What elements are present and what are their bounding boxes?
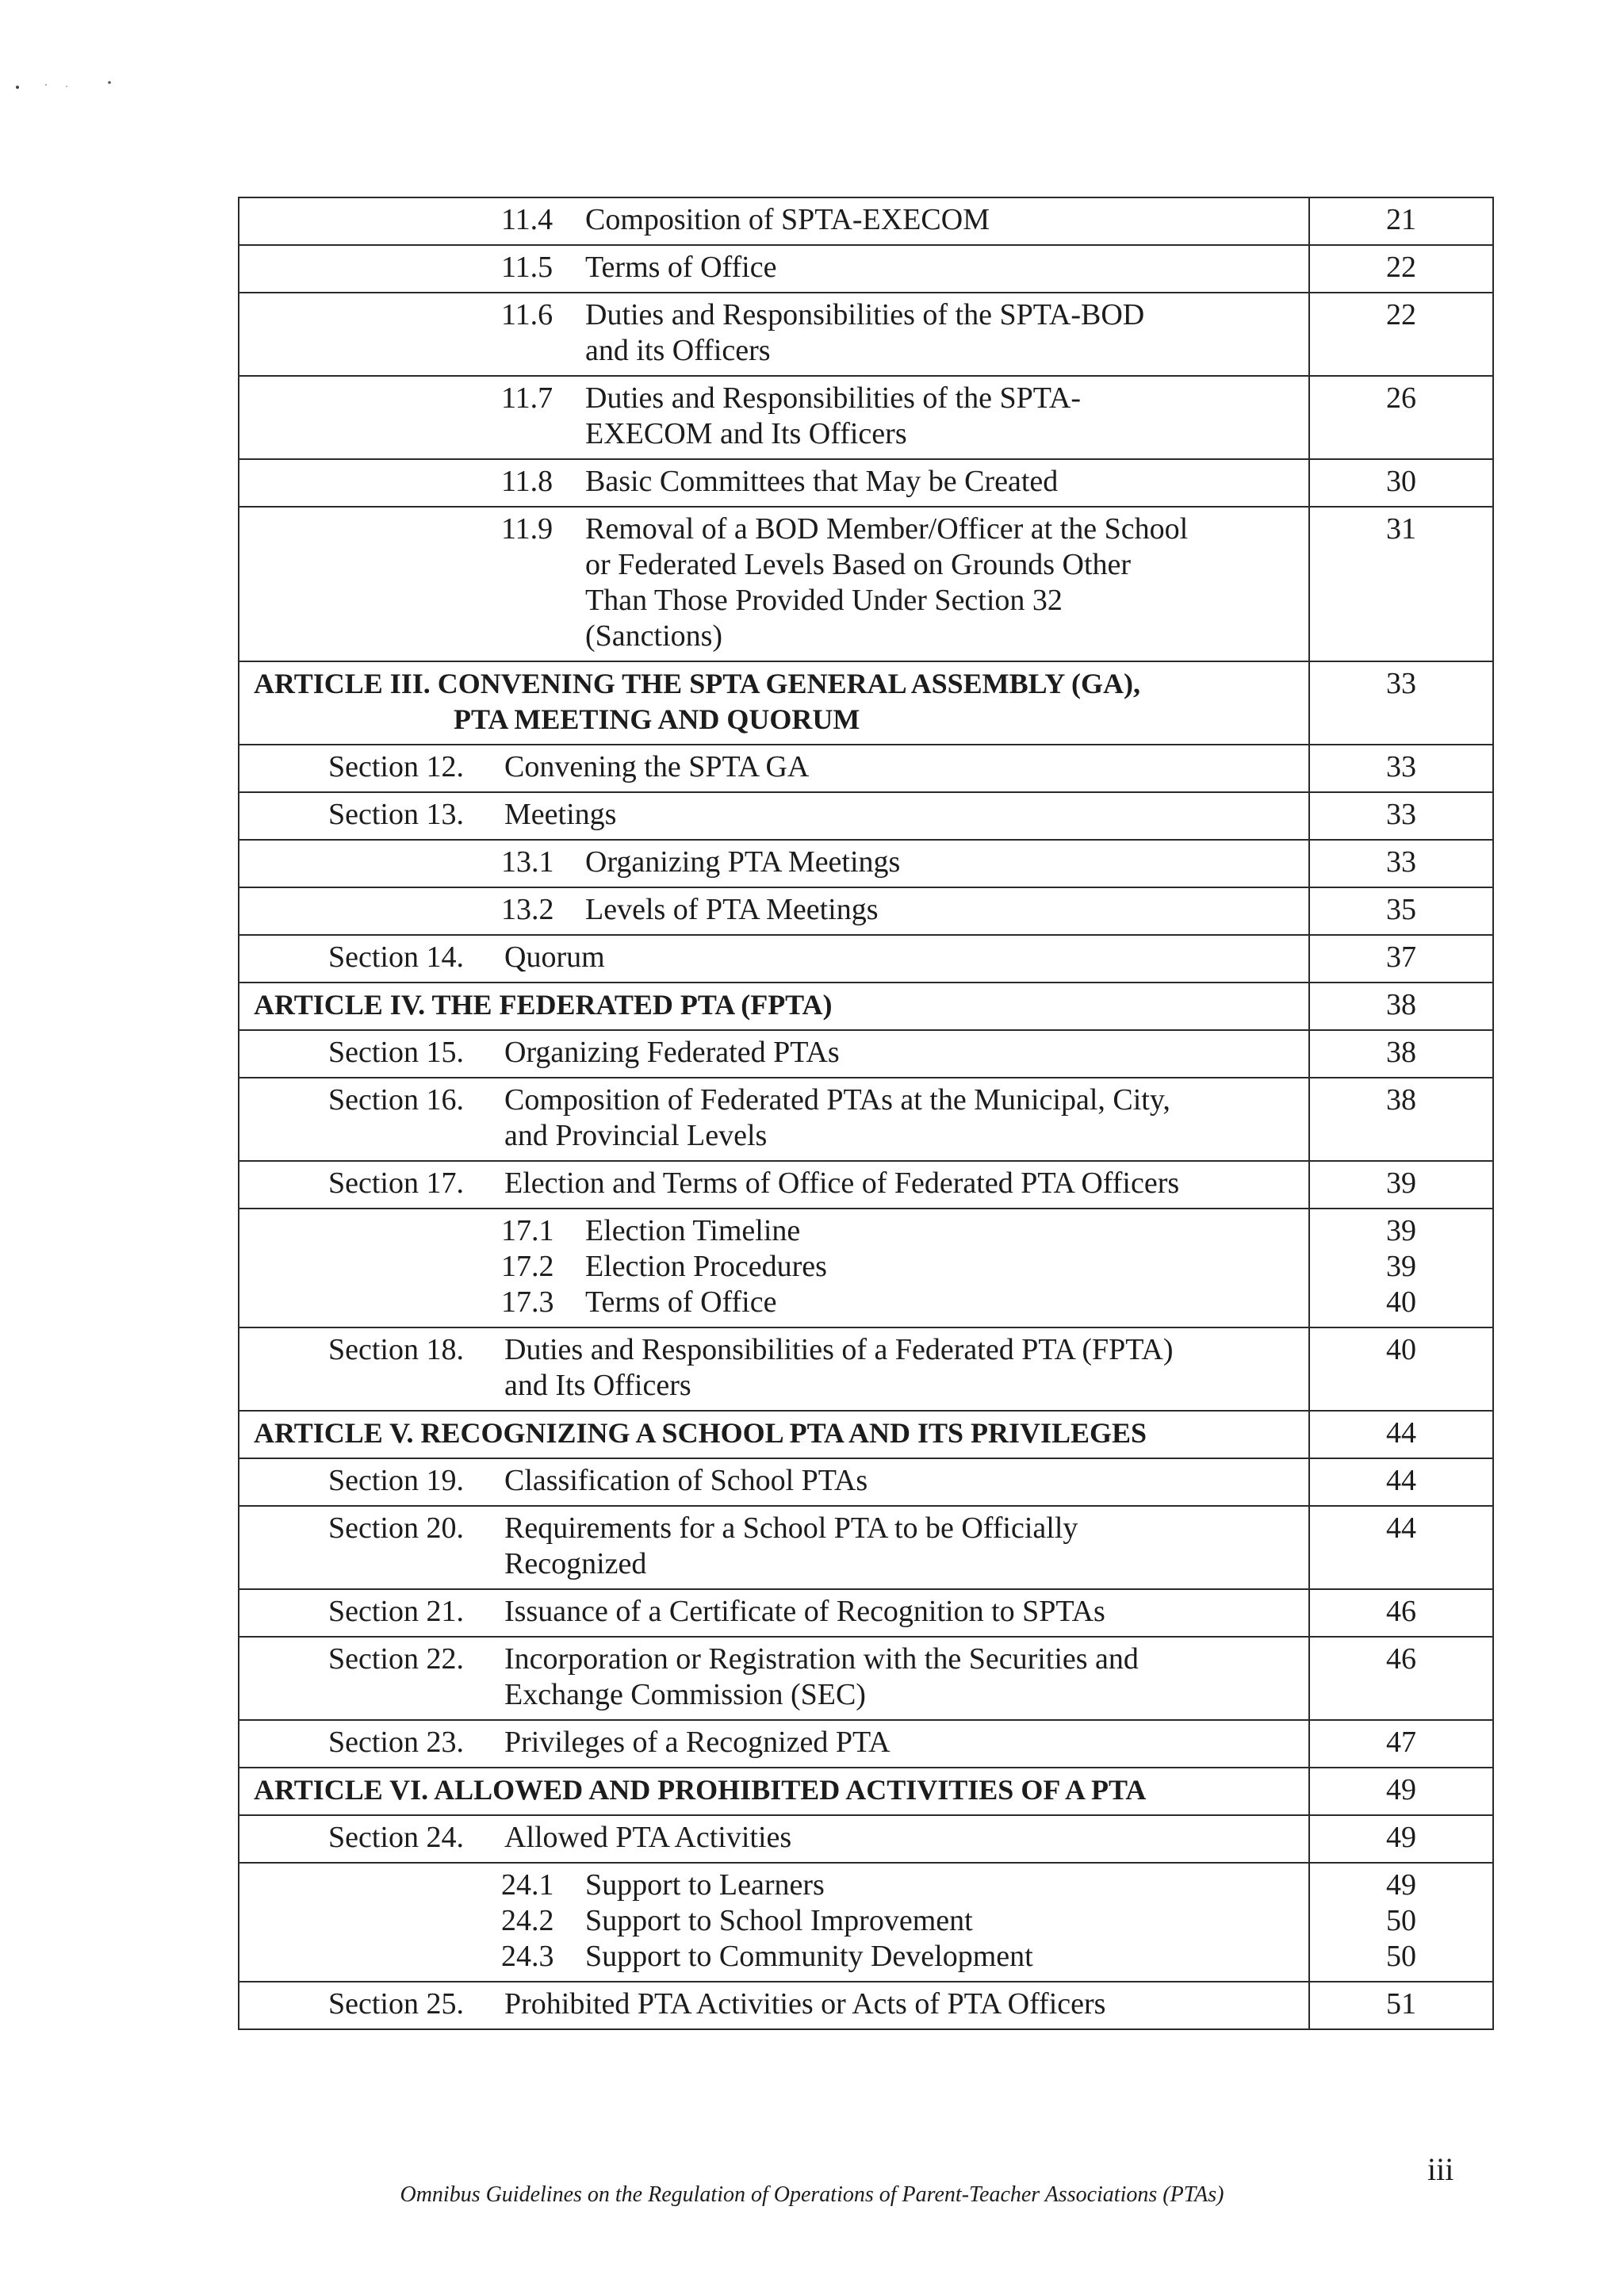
toc-entry-number: Section 21. bbox=[328, 1595, 464, 1628]
toc-row bbox=[239, 1458, 1493, 1506]
toc-row bbox=[239, 459, 1493, 507]
toc-page-cell bbox=[1309, 245, 1493, 293]
toc-page-number: 38 bbox=[1386, 1083, 1416, 1117]
toc-row bbox=[239, 197, 1493, 245]
toc-entry-number: Section 24. bbox=[328, 1821, 464, 1854]
toc-entry-title: Organizing Federated PTAs bbox=[504, 1036, 840, 1069]
toc-row bbox=[239, 887, 1493, 935]
toc-entry-number: Section 17. bbox=[328, 1166, 464, 1200]
toc-entry-title-line: Exchange Commission (SEC) bbox=[504, 1678, 866, 1711]
toc-entry bbox=[239, 797, 1308, 833]
toc-entry-cell bbox=[239, 887, 1309, 935]
toc-page-cell bbox=[1309, 1209, 1493, 1327]
toc-entry-cell bbox=[239, 1589, 1309, 1637]
toc-page-cell bbox=[1309, 1078, 1493, 1161]
toc-entry-cell bbox=[239, 1982, 1309, 2029]
page-footer: Omnibus Guidelines on the Regulation of Operations of Parent-Teacher Associations (PTAs) bbox=[400, 2182, 1224, 2207]
toc-page-cell bbox=[1309, 1982, 1493, 2029]
toc-entry-title: Election Procedures bbox=[585, 1250, 827, 1283]
toc-page-cell bbox=[1309, 745, 1493, 792]
page-number: iii bbox=[1427, 2151, 1454, 2187]
toc-page-cell bbox=[1309, 1768, 1493, 1815]
toc-page-cell bbox=[1309, 792, 1493, 840]
toc-entry-title: Election and Terms of Office of Federated PTA Officers bbox=[504, 1166, 1180, 1200]
toc-entry-number: Section 12. bbox=[328, 750, 464, 783]
toc-row bbox=[239, 245, 1493, 293]
toc-entry bbox=[239, 464, 1308, 500]
toc-page-number: 38 bbox=[1386, 1036, 1416, 1069]
toc-page-number: 33 bbox=[1386, 667, 1416, 700]
toc-page-number: 22 bbox=[1386, 298, 1416, 331]
toc-page-cell bbox=[1309, 1411, 1493, 1458]
toc-entry bbox=[239, 1035, 1308, 1071]
toc-entry-title-line: or Federated Levels Based on Grounds Other bbox=[585, 548, 1132, 581]
toc-table bbox=[238, 197, 1494, 2030]
toc-entry bbox=[239, 940, 1308, 975]
toc-page-cell bbox=[1309, 1030, 1493, 1078]
toc-page-number: 26 bbox=[1386, 381, 1416, 415]
toc-row bbox=[239, 376, 1493, 459]
toc-entry-title: Quorum bbox=[504, 940, 605, 974]
toc-page-cell bbox=[1309, 1863, 1493, 1982]
toc-entry-number: Section 13. bbox=[328, 798, 464, 831]
toc-entry-cell bbox=[239, 1637, 1309, 1720]
toc-page-number: 22 bbox=[1386, 251, 1416, 284]
toc-entry-title-line: and its Officers bbox=[585, 334, 771, 367]
toc-entry-number: 24.1 bbox=[501, 1868, 554, 1902]
toc-entry-title-line: (Sanctions) bbox=[585, 619, 723, 653]
toc-page-number: 38 bbox=[1386, 988, 1416, 1021]
toc-row bbox=[239, 1161, 1493, 1209]
toc-entry-cell bbox=[239, 983, 1309, 1030]
toc-row bbox=[239, 1327, 1493, 1411]
toc-entry bbox=[239, 1986, 1308, 2022]
toc-page-number: 39 bbox=[1386, 1166, 1416, 1200]
toc-article-title-line: ARTICLE IV. THE FEDERATED PTA (FPTA) bbox=[254, 989, 833, 1021]
toc-entry-title: Allowed PTA Activities bbox=[504, 1821, 792, 1854]
toc-entry-title: Terms of Office bbox=[585, 1285, 777, 1319]
toc-page-number: 46 bbox=[1386, 1595, 1416, 1628]
toc-entry bbox=[239, 1082, 1308, 1154]
toc-entry-title-line: EXECOM and Its Officers bbox=[585, 417, 907, 450]
toc-entry bbox=[239, 845, 1308, 880]
toc-page-cell bbox=[1309, 197, 1493, 245]
toc-row bbox=[239, 1506, 1493, 1589]
toc-row bbox=[239, 1209, 1493, 1327]
toc-entry-number: Section 20. bbox=[328, 1511, 464, 1545]
toc-page-cell bbox=[1309, 1458, 1493, 1506]
toc-row bbox=[239, 1078, 1493, 1161]
toc-entry-title: Support to Community Development bbox=[585, 1940, 1033, 1973]
toc-entry-title: Organizing PTA Meetings bbox=[585, 845, 901, 879]
toc-article-row bbox=[239, 1411, 1493, 1458]
toc-article-row bbox=[239, 661, 1493, 745]
toc-page-cell bbox=[1309, 1589, 1493, 1637]
scan-specks bbox=[14, 78, 117, 94]
toc-row bbox=[239, 840, 1493, 887]
toc-page-number: 49 bbox=[1386, 1868, 1416, 1902]
toc-entry bbox=[239, 749, 1308, 785]
toc-entry bbox=[239, 1332, 1308, 1404]
toc-entry-title-line: Duties and Responsibilities of a Federated PTA (FPTA) bbox=[504, 1333, 1174, 1366]
toc-entry-title: Privileges of a Recognized PTA bbox=[504, 1726, 891, 1759]
toc-page-number: 47 bbox=[1386, 1726, 1416, 1759]
toc-entry-title: Classification of School PTAs bbox=[504, 1464, 868, 1497]
toc-page-cell bbox=[1309, 935, 1493, 983]
toc-entry bbox=[239, 1463, 1308, 1499]
toc-page-number: 33 bbox=[1386, 798, 1416, 831]
toc-entry bbox=[239, 1249, 1308, 1285]
toc-article-row bbox=[239, 1768, 1493, 1815]
toc-entry bbox=[239, 1725, 1308, 1760]
toc-entry bbox=[239, 297, 1308, 369]
toc-entry-title bbox=[504, 1332, 1308, 1404]
toc-entry-number: 11.7 bbox=[501, 381, 553, 415]
toc-article-title-line: PTA MEETING AND QUORUM bbox=[454, 703, 860, 735]
toc-entry-title bbox=[585, 297, 1308, 369]
toc-entry-cell bbox=[239, 1411, 1309, 1458]
toc-page-number: 21 bbox=[1386, 203, 1416, 236]
toc-entry-title bbox=[504, 1642, 1308, 1713]
toc-page-number: 40 bbox=[1386, 1333, 1416, 1366]
toc-row bbox=[239, 935, 1493, 983]
toc-entry-cell bbox=[239, 376, 1309, 459]
toc-page-number: 33 bbox=[1386, 750, 1416, 783]
toc-entry-title-line: Incorporation or Registration with the Securities and bbox=[504, 1642, 1139, 1676]
toc-page-cell bbox=[1309, 661, 1493, 745]
toc-entry-title: Basic Committees that May be Created bbox=[585, 465, 1059, 498]
toc-entry-number: Section 22. bbox=[328, 1642, 464, 1676]
toc-page-number: 39 bbox=[1386, 1250, 1416, 1283]
toc-row bbox=[239, 1982, 1493, 2029]
toc-page-number: 33 bbox=[1386, 845, 1416, 879]
toc-entry-cell bbox=[239, 661, 1309, 745]
toc-row bbox=[239, 792, 1493, 840]
toc-entry-cell bbox=[239, 1768, 1309, 1815]
toc-entry-title: Convening the SPTA GA bbox=[504, 750, 810, 783]
toc-entry-number: 13.1 bbox=[501, 845, 554, 879]
toc-entry-title bbox=[585, 381, 1308, 452]
toc-page-cell bbox=[1309, 1720, 1493, 1768]
toc-entry bbox=[239, 1213, 1308, 1249]
toc-entry-cell bbox=[239, 1030, 1309, 1078]
toc-page-number: 49 bbox=[1386, 1821, 1416, 1854]
toc-page-number: 40 bbox=[1386, 1285, 1416, 1319]
toc-page-cell bbox=[1309, 293, 1493, 376]
toc-entry-number: Section 18. bbox=[328, 1333, 464, 1366]
toc-entry-number: Section 15. bbox=[328, 1036, 464, 1069]
toc-entry-cell bbox=[239, 459, 1309, 507]
toc-page-number: 31 bbox=[1386, 512, 1416, 546]
toc-entry-title-line: Composition of Federated PTAs at the Municipal, City, bbox=[504, 1083, 1170, 1117]
toc-entry-title-line: Duties and Responsibilities of the SPTA-BOD bbox=[585, 298, 1145, 331]
toc-page-number: 50 bbox=[1386, 1940, 1416, 1973]
toc-entry-cell bbox=[239, 1078, 1309, 1161]
toc-entry-title: Prohibited PTA Activities or Acts of PTA Officers bbox=[504, 1987, 1106, 2021]
toc-entry-number: Section 14. bbox=[328, 940, 464, 974]
toc-entry bbox=[239, 511, 1308, 654]
toc-page-cell bbox=[1309, 376, 1493, 459]
toc-page-cell bbox=[1309, 983, 1493, 1030]
toc-entry-cell bbox=[239, 197, 1309, 245]
toc-entry-number: 17.3 bbox=[501, 1285, 554, 1319]
toc-entry-cell bbox=[239, 293, 1309, 376]
toc-entry-cell bbox=[239, 1161, 1309, 1209]
toc-entry-title: Election Timeline bbox=[585, 1214, 801, 1247]
toc-page-number: 44 bbox=[1386, 1416, 1416, 1450]
toc-row bbox=[239, 1863, 1493, 1982]
toc-page-number: 50 bbox=[1386, 1904, 1416, 1937]
toc-entry-number: Section 19. bbox=[328, 1464, 464, 1497]
toc-page-cell bbox=[1309, 1506, 1493, 1589]
toc-entry-number: 13.2 bbox=[501, 893, 554, 926]
toc-entry-cell bbox=[239, 935, 1309, 983]
toc-entry bbox=[239, 1285, 1308, 1320]
toc-page-number: 44 bbox=[1386, 1511, 1416, 1545]
toc-entry-number: Section 23. bbox=[328, 1726, 464, 1759]
toc-entry-title: Support to Learners bbox=[585, 1868, 825, 1902]
toc-entry-cell bbox=[239, 1327, 1309, 1411]
toc-page-number: 37 bbox=[1386, 940, 1416, 974]
toc-row bbox=[239, 1589, 1493, 1637]
toc-entry-cell bbox=[239, 1863, 1309, 1982]
toc-entry-number: Section 16. bbox=[328, 1083, 464, 1117]
toc-article-row bbox=[239, 983, 1493, 1030]
toc-entry-title: Support to School Improvement bbox=[585, 1904, 973, 1937]
toc-entry-title: Meetings bbox=[504, 798, 617, 831]
toc-entry bbox=[239, 1903, 1308, 1939]
toc-entry-title-line: Removal of a BOD Member/Officer at the School bbox=[585, 512, 1189, 546]
toc-article-title-line: ARTICLE VI. ALLOWED AND PROHIBITED ACTIVITIES OF A PTA bbox=[254, 1774, 1147, 1806]
toc-entry-cell bbox=[239, 1209, 1309, 1327]
toc-entry-cell bbox=[239, 507, 1309, 661]
toc-entry bbox=[239, 1166, 1308, 1201]
toc-entry-title-line: Than Those Provided Under Section 32 bbox=[585, 584, 1063, 617]
toc-page-number: 30 bbox=[1386, 465, 1416, 498]
toc-entry-number: 11.6 bbox=[501, 298, 553, 331]
toc-row bbox=[239, 1815, 1493, 1863]
toc-entry-number: 11.5 bbox=[501, 251, 553, 284]
toc-entry bbox=[239, 202, 1308, 238]
toc-entry-title: Terms of Office bbox=[585, 251, 777, 284]
toc-entry-title bbox=[504, 1082, 1308, 1154]
toc-page-number: 35 bbox=[1386, 893, 1416, 926]
toc-page-number: 51 bbox=[1386, 1987, 1416, 2021]
toc-entry-cell bbox=[239, 1506, 1309, 1589]
toc-entry-title-line: Recognized bbox=[504, 1547, 647, 1580]
toc-entry-title-line: Requirements for a School PTA to be Officially bbox=[504, 1511, 1078, 1545]
toc-entry-number: 11.8 bbox=[501, 465, 553, 498]
toc-row bbox=[239, 745, 1493, 792]
toc-entry-number: 17.1 bbox=[501, 1214, 554, 1247]
toc-entry-cell bbox=[239, 1458, 1309, 1506]
toc-entry-title-line: Duties and Responsibilities of the SPTA- bbox=[585, 381, 1081, 415]
toc-page-number: 44 bbox=[1386, 1464, 1416, 1497]
toc-page-cell bbox=[1309, 1161, 1493, 1209]
toc-entry-title: Levels of PTA Meetings bbox=[585, 893, 879, 926]
toc-entry-number: 24.2 bbox=[501, 1904, 554, 1937]
toc-entry-number: 17.2 bbox=[501, 1250, 554, 1283]
toc-page-number: 49 bbox=[1386, 1773, 1416, 1806]
toc-entry bbox=[239, 1642, 1308, 1713]
toc-entry bbox=[239, 1594, 1308, 1630]
toc-entry bbox=[239, 1511, 1308, 1582]
toc-entry-title-line: and Provincial Levels bbox=[504, 1119, 768, 1152]
toc-row bbox=[239, 293, 1493, 376]
toc-row bbox=[239, 1030, 1493, 1078]
toc-entry bbox=[239, 1820, 1308, 1856]
toc-page-number: 46 bbox=[1386, 1642, 1416, 1676]
toc-row bbox=[239, 507, 1493, 661]
toc-entry-number: 11.4 bbox=[501, 203, 553, 236]
toc-entry bbox=[239, 250, 1308, 285]
toc-page-cell bbox=[1309, 840, 1493, 887]
toc-article-title-line: ARTICLE V. RECOGNIZING A SCHOOL PTA AND ITS PRIVILEGES bbox=[254, 1417, 1147, 1449]
toc-entry-title-line: and Its Officers bbox=[504, 1369, 691, 1402]
toc-entry-number: 11.9 bbox=[501, 512, 553, 546]
toc-entry-cell bbox=[239, 840, 1309, 887]
toc-entry-title bbox=[504, 1511, 1308, 1582]
toc-entry-cell bbox=[239, 792, 1309, 840]
toc-row bbox=[239, 1637, 1493, 1720]
toc-page-cell bbox=[1309, 887, 1493, 935]
toc-row bbox=[239, 1720, 1493, 1768]
toc-page-cell bbox=[1309, 1815, 1493, 1863]
toc-page-cell bbox=[1309, 1327, 1493, 1411]
toc-entry-title: Composition of SPTA-EXECOM bbox=[585, 203, 990, 236]
toc-entry-cell bbox=[239, 245, 1309, 293]
toc-page-number: 39 bbox=[1386, 1214, 1416, 1247]
toc-entry-cell bbox=[239, 745, 1309, 792]
toc-page-cell bbox=[1309, 507, 1493, 661]
toc-page-cell bbox=[1309, 459, 1493, 507]
toc-entry bbox=[239, 1939, 1308, 1975]
toc-entry-number: Section 25. bbox=[328, 1987, 464, 2021]
toc-entry-cell bbox=[239, 1815, 1309, 1863]
toc-entry bbox=[239, 1868, 1308, 1903]
toc-entry-cell bbox=[239, 1720, 1309, 1768]
toc-page-cell bbox=[1309, 1637, 1493, 1720]
toc-entry bbox=[239, 892, 1308, 928]
toc-entry-number: 24.3 bbox=[501, 1940, 554, 1973]
toc-entry-title bbox=[585, 511, 1308, 654]
toc-entry bbox=[239, 381, 1308, 452]
toc-article-title-line: ARTICLE III. CONVENING THE SPTA GENERAL ASSEMBLY (GA), bbox=[254, 668, 1141, 699]
toc-entry-title: Issuance of a Certificate of Recognition to SPTAs bbox=[504, 1595, 1105, 1628]
